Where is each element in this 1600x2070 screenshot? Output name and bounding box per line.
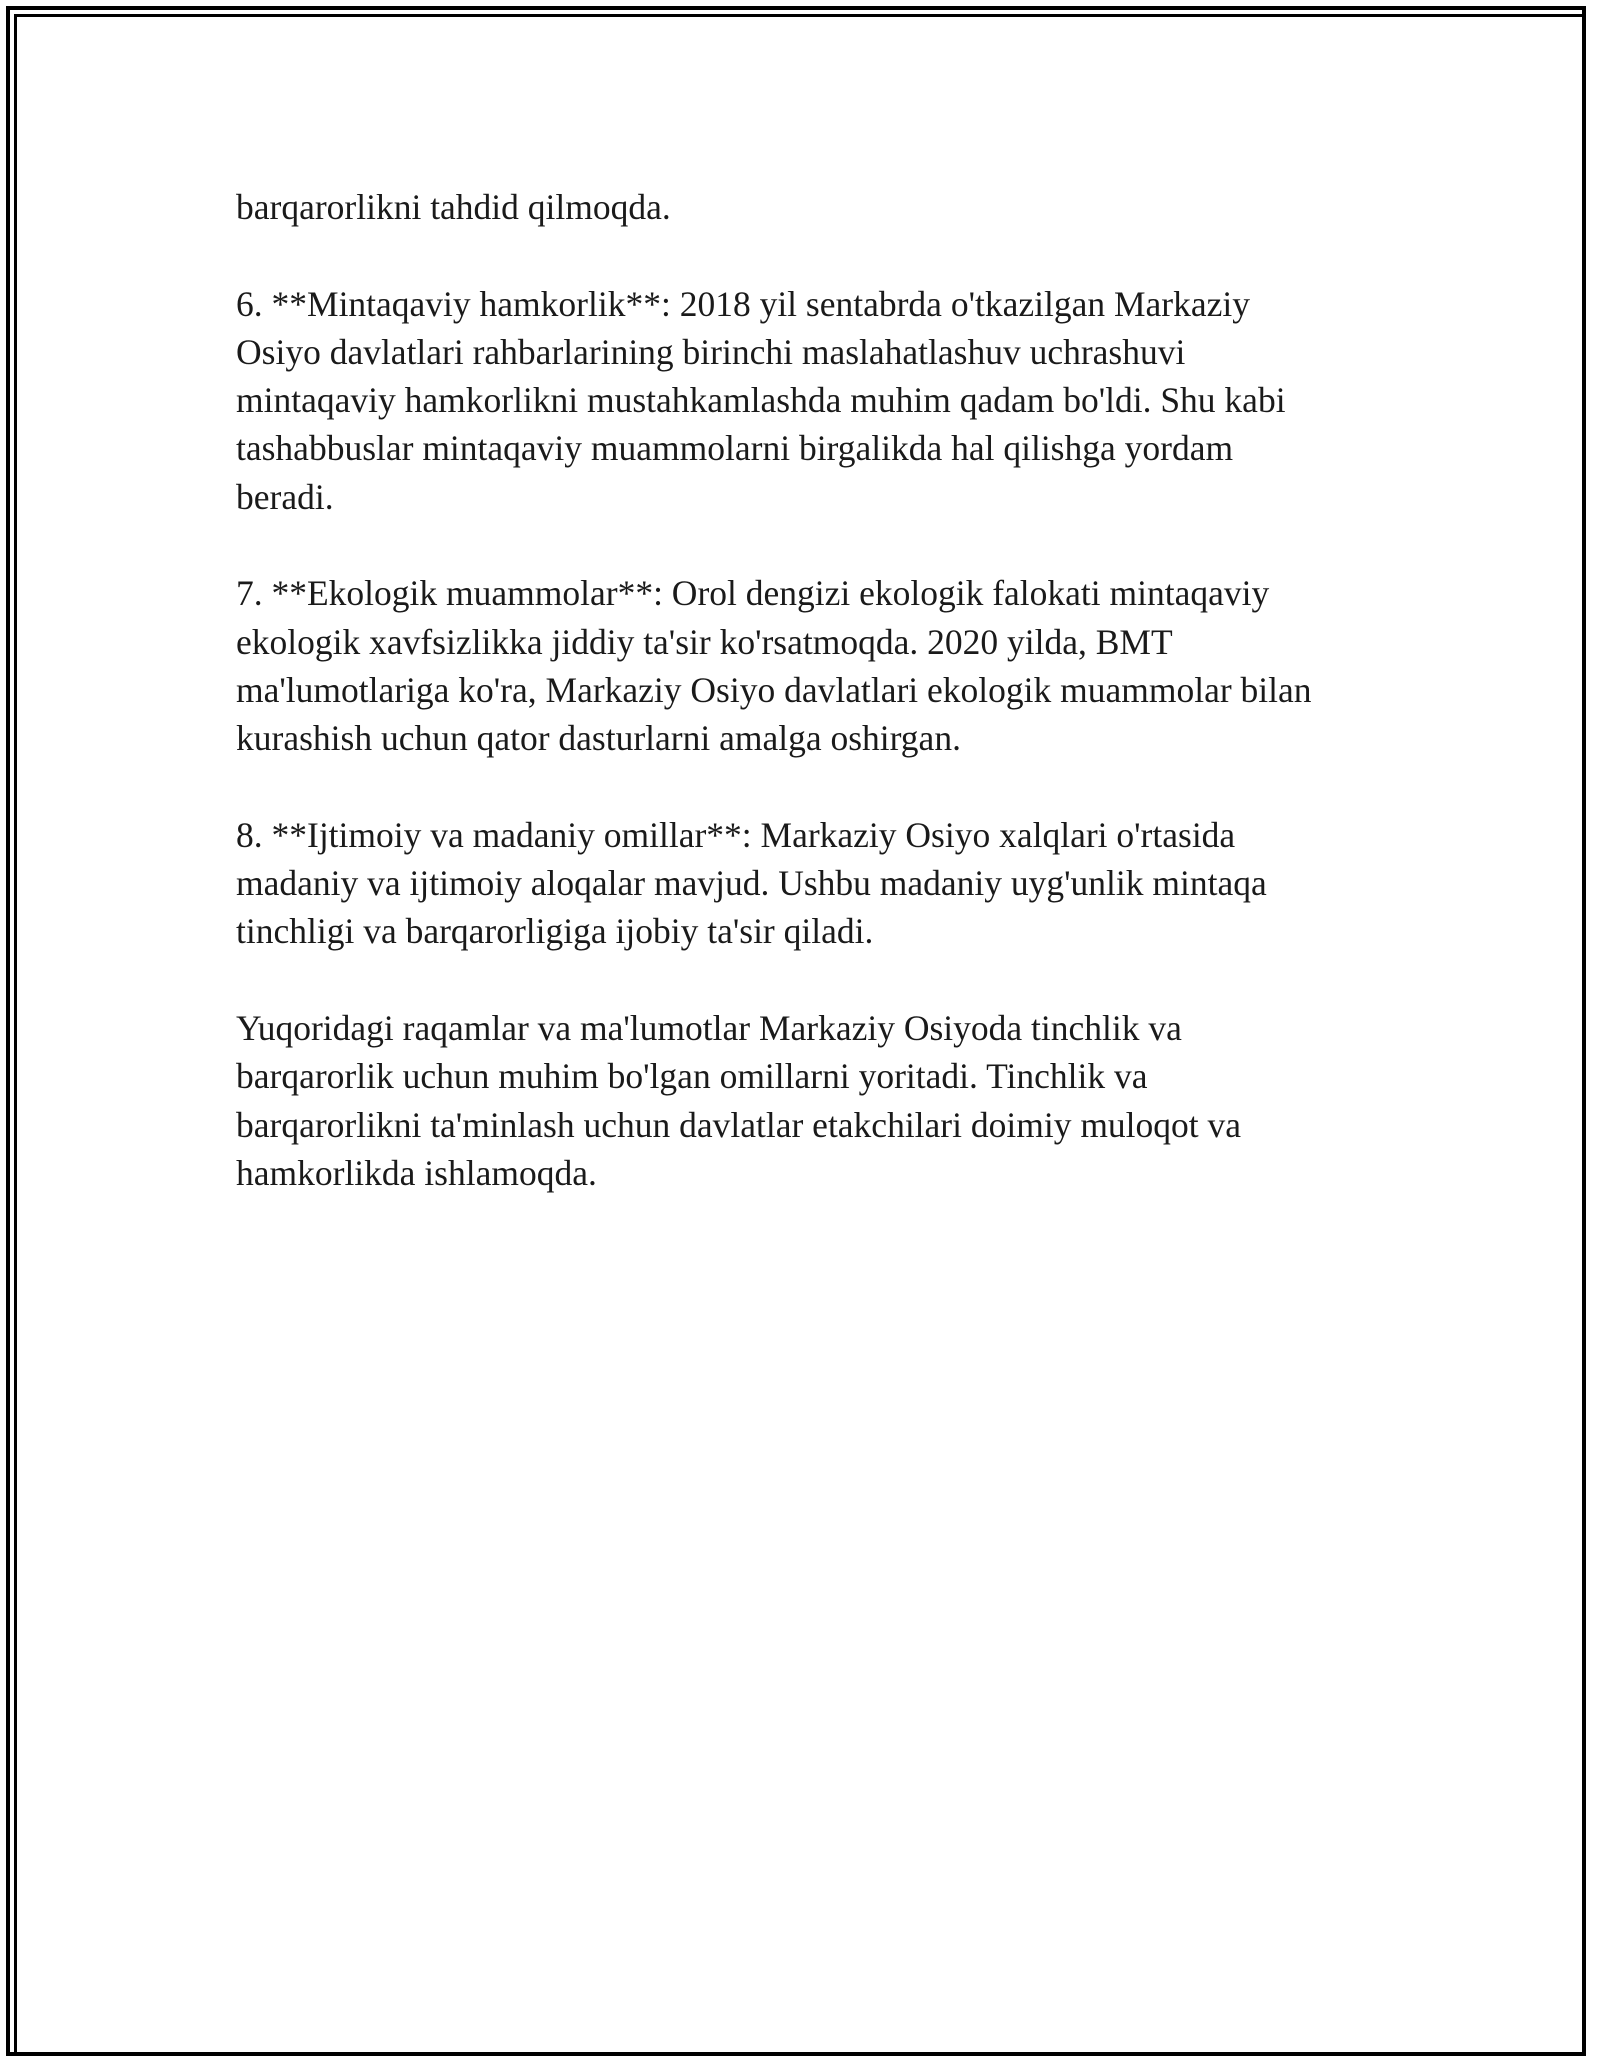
paragraph-regional-cooperation: 6. **Mintaqaviy hamkorlik**: 2018 yil sentabrda o'tkazilgan Markaziy Osiyo davlatlari rahbarlarining birinchi maslahatlashuv uchrashuvi mintaqaviy hamkorlikni mustahkamlashda muhim qadam bo'ldi. Shu kabi tashabbuslar mintaqaviy muammolarni birgalikda hal qilishga yordam beradi. — [236, 283, 1286, 517]
paragraph-conclusion: Yuqoridagi raqamlar va ma'lumotlar Markaziy Osiyoda tinchlik va barqarorlik uchun muhim bo'lgan omillarni yoritadi. Tinchlik va barqarorlikni ta'minlash uchun davlatlar etakchilari doimiy muloqot va hamkorlikda ishlamoqda. — [236, 1008, 1242, 1193]
paragraph-social-cultural-factors: 8. **Ijtimoiy va madaniy omillar**: Markaziy Osiyo xalqlari o'rtasida madaniy va ijtimoiy aloqalar mavjud. Ushbu madaniy uyg'unlik mintaqa tinchligi va barqarorligiga ijobiy ta'sir qiladi. — [236, 814, 1267, 952]
paragraph-ecological-problems: 7. **Ekologik muammolar**: Orol dengizi ekologik falokati mintaqaviy ekologik xavfsizlikka jiddiy ta'sir ko'rsatmoqda. 2020 yilda, BMT ma'lumotlariga ko'ra, Markaziy Osiyo davlatlari ekologik muammolar bilan kurashish uchun qator dasturlarni amalga oshirgan. — [236, 573, 1312, 759]
document-body — [236, 183, 1366, 1246]
paragraph-continuation: barqarorlikni tahdid qilmoqda. — [236, 187, 671, 227]
